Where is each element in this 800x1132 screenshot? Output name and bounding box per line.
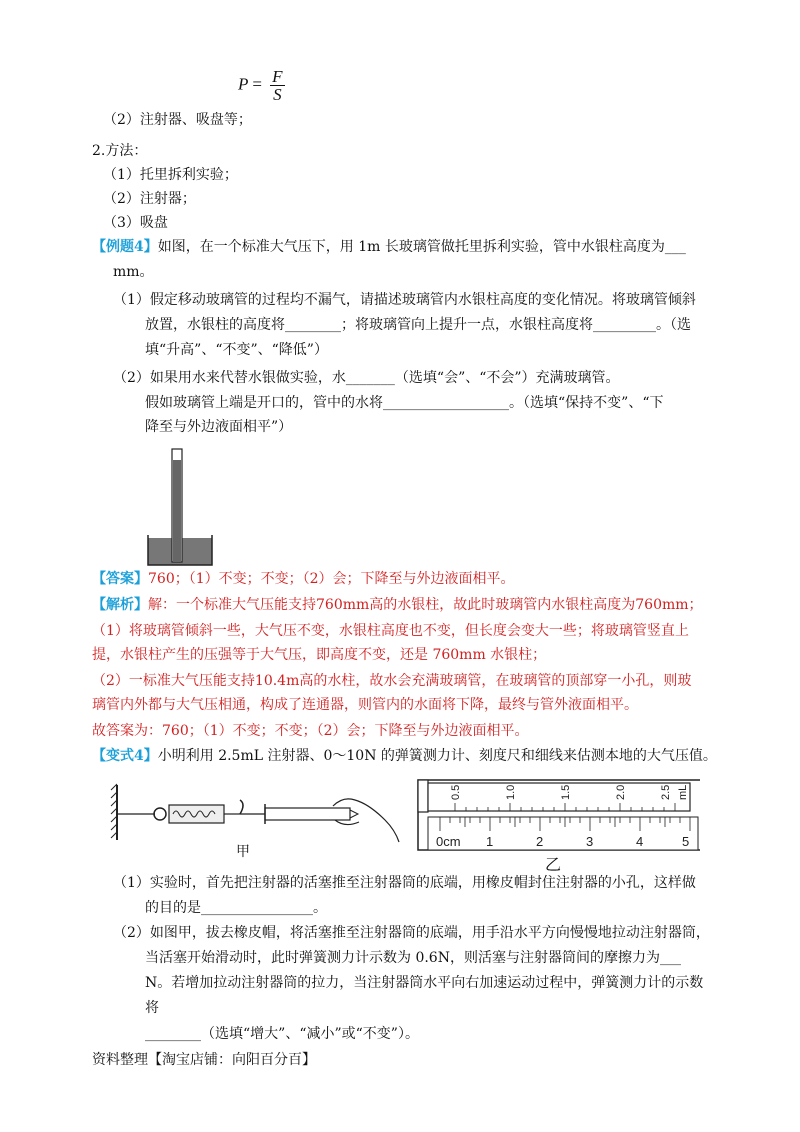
syringe-label: 1.0 <box>505 784 517 800</box>
ruler-label: 4 <box>636 834 644 849</box>
text-line: 填“升高”、“不变”、“降低”） <box>145 342 328 358</box>
syringe-label: 0.5 <box>450 784 462 800</box>
syringe-label: 2.5 <box>660 784 672 800</box>
analysis-line: 璃管内外都与大气压相通，构成了连通器，则管内的水面将下降，最终与管外液面相平。 <box>92 697 638 713</box>
example-question: 【例题4】如图，在一个标准大气压下，用 1m 长玻璃管做托里拆利实验，管中水银柱高度为___ <box>92 239 686 255</box>
mercury-column <box>173 460 181 562</box>
text-line: （2）如果用水来代替水银做实验，水_______（选填“会”、“不会”）充满玻璃管。 <box>113 370 620 386</box>
text-line: ________（选填“增大”、“减小”或“不变”）。 <box>145 1026 419 1042</box>
answer-line: 【答案】760；（1）不变；不变；（2）会；下降至与外边液面相平。 <box>92 571 515 587</box>
text-line: 当活塞开始滑动时，此时弹簧测力计示数为 0.6N，则活塞与注射器筒间的摩擦力为___ <box>145 950 681 966</box>
text-line: 2.方法： <box>92 143 148 159</box>
torricelli-figure <box>140 440 220 570</box>
answer-tag: 【答案】 <box>92 571 148 587</box>
text-line: （1）实验时，首先把注射器的活塞推至注射器筒的底端，用橡皮帽封住注射器的小孔，这样做 <box>113 875 696 891</box>
ruler <box>428 817 698 850</box>
syringe-label: 2.0 <box>615 784 627 800</box>
syringe-barrel <box>265 808 350 820</box>
figure-jia-caption: 甲 <box>236 844 250 860</box>
ruler-label: 1 <box>486 834 494 849</box>
text-line: mm。 <box>113 264 154 280</box>
text-line: （1）假定移动玻璃管的过程均不漏气，请描述玻璃管内水银柱高度的变化情况。将玻璃管倾斜 <box>113 292 696 308</box>
figure-yi-caption: 乙 <box>545 857 562 874</box>
figure-jia <box>105 780 400 860</box>
syringe-unit: mL <box>677 784 689 800</box>
syringe-end <box>418 780 428 812</box>
analysis-line: 提，水银柱产生的压强等于大气压，即高度不变，还是 760mm 水银柱； <box>92 647 547 663</box>
syringe-label: 1.5 <box>560 784 572 800</box>
syringe-nozzle <box>350 810 358 818</box>
pressure-formula: P = $\frac{F}{S}$ <box>238 67 283 104</box>
analysis-tag: 【解析】 <box>92 597 148 613</box>
syringe-barrel-yi <box>428 783 690 811</box>
text-line: 放置，水银柱的高度将________；将玻璃管向上提升一点，水银柱高度将_________。（选 <box>145 317 691 333</box>
ruler-label: 0cm <box>436 834 461 849</box>
ruler-label: 5 <box>682 834 690 849</box>
ruler-label: 2 <box>536 834 544 849</box>
hook <box>240 800 243 814</box>
text-line: （1）托里拆利实验； <box>103 167 238 183</box>
text-line: 的目的是________________。 <box>145 900 327 916</box>
text-line: N。若增加拉动注射器筒的拉力，当注射器筒水平向右加速运动过程中，弹簧测力计的示数 <box>145 975 704 991</box>
figure-yi <box>410 775 700 855</box>
text-line: （3）吸盘 <box>103 215 168 231</box>
analysis-line: 【解析】解：一个标准大气压能支持760mm高的水银柱，故此时玻璃管内水银柱高度为760mm； <box>92 597 703 613</box>
text-line: （2）如图甲，拔去橡皮帽，将活塞推至注射器筒的底端，用手沿水平方向慢慢地拉动注射器筒， <box>113 925 710 941</box>
text-line: 假如玻璃管上端是开口的，管中的水将__________________。（选填“保持不变”、“下 <box>145 395 664 411</box>
spring-scale-ring <box>154 808 166 820</box>
footer: 资料整理【淘宝店铺：向阳百分百】 <box>92 1052 316 1068</box>
analysis-line: （1）将玻璃管倾斜一些，大气压不变，水银柱高度也不变，但长度会变大一些；将玻璃管竖直上 <box>92 623 689 639</box>
variant-question: 【变式4】小明利用 2.5mL 注射器、0～10N 的弹簧测力计、刻度尺和细线来估测本地的大气压值。 <box>92 748 717 764</box>
text-line: 降至与外边液面相平”） <box>145 419 293 435</box>
analysis-line: （2）一标准大气压能支持10.4m高的水柱，故水会充满玻璃管，在玻璃管的顶部穿一小孔，则玻 <box>92 673 692 689</box>
variant-tag: 【变式4】 <box>92 748 158 764</box>
text-line: 将 <box>145 1000 159 1016</box>
example-tag: 【例题4】 <box>92 239 158 255</box>
text-line: （2）注射器、吸盘等； <box>103 112 252 128</box>
ruler-label: 3 <box>586 834 594 849</box>
analysis-final: 故答案为：760；（1）不变；不变；（2）会；下降至与外边液面相平。 <box>92 723 529 739</box>
text-line: （2）注射器； <box>103 191 196 207</box>
